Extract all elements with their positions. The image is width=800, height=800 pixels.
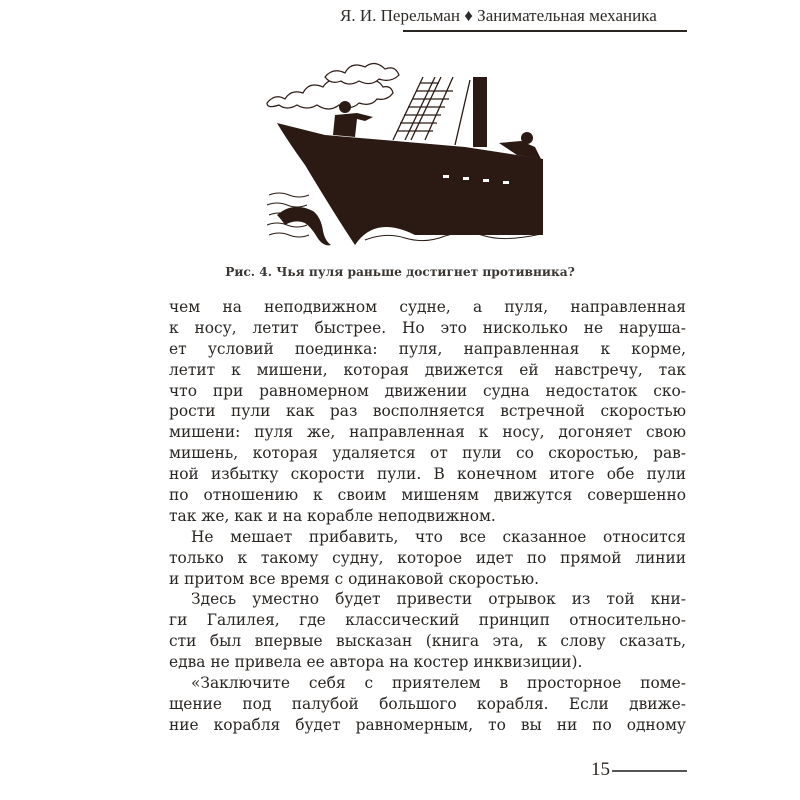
rigging — [393, 77, 470, 145]
figure-caption: Рис. 4. Чья пуля раньше достигнет противника? — [225, 265, 575, 279]
header-rule — [403, 30, 687, 32]
ship-illustration — [265, 55, 545, 250]
text-line: летит к мишени, которая движется ей навстречу, так — [169, 360, 686, 379]
clouds — [267, 63, 399, 109]
body-text — [169, 297, 686, 736]
text-line: мишени: пуля же, направленная к носу, догоняет свою — [169, 423, 686, 442]
text-line: ги Галилея, где классический принцип относительно- — [169, 611, 686, 630]
text-line: ние корабля будет равномерным, то вы ни по одному — [169, 715, 686, 734]
text-line: «Заключите себя с приятелем в просторное поме- — [191, 674, 686, 693]
text-line: Не мешает прибавить, что все сказанное относится — [191, 527, 686, 546]
text-line: рости пули как раз восполняется встречной скоростью — [169, 402, 686, 421]
page-number: 15 — [591, 759, 610, 780]
text-line: к носу, летит быстрее. Но это нисколько не наруша- — [169, 318, 686, 337]
text-line: ной избытку скорости пули. В конечном итоге обе пули — [169, 465, 686, 484]
text-line: мишень, которая удаляется от пули со скоростью, рав- — [169, 444, 686, 463]
text-line: только к такому судну, которое идет по прямой линии — [169, 548, 686, 567]
text-line: и притом все время с одинаковой скоростью. — [169, 569, 539, 588]
text-line: сти был впервые высказан (книга эта, к слову сказать, — [169, 632, 686, 651]
text-line: чем на неподвижном судне, а пуля, направленная — [169, 298, 686, 316]
text-line: так же, как и на корабле неподвижном. — [169, 506, 496, 525]
text-line: что при равномерном движении судна недостаток ско- — [169, 381, 686, 400]
text-line: Здесь уместно будет привести отрывок из той кни- — [191, 590, 686, 609]
text-line: по отношению к своим мишеням движутся совершенно — [169, 486, 686, 505]
smokestack — [473, 77, 487, 147]
text-line: щение под палубой большого корабля. Если движе- — [169, 694, 686, 713]
running-header: Я. И. Перельман ♦ Занимательная механика — [340, 6, 657, 25]
text-line: ет условий поединка: пуля, направленная к корме, — [169, 339, 686, 358]
text-line: едва не привела ее автора на костер инквизиции). — [169, 653, 583, 672]
footer-rule — [612, 770, 687, 772]
